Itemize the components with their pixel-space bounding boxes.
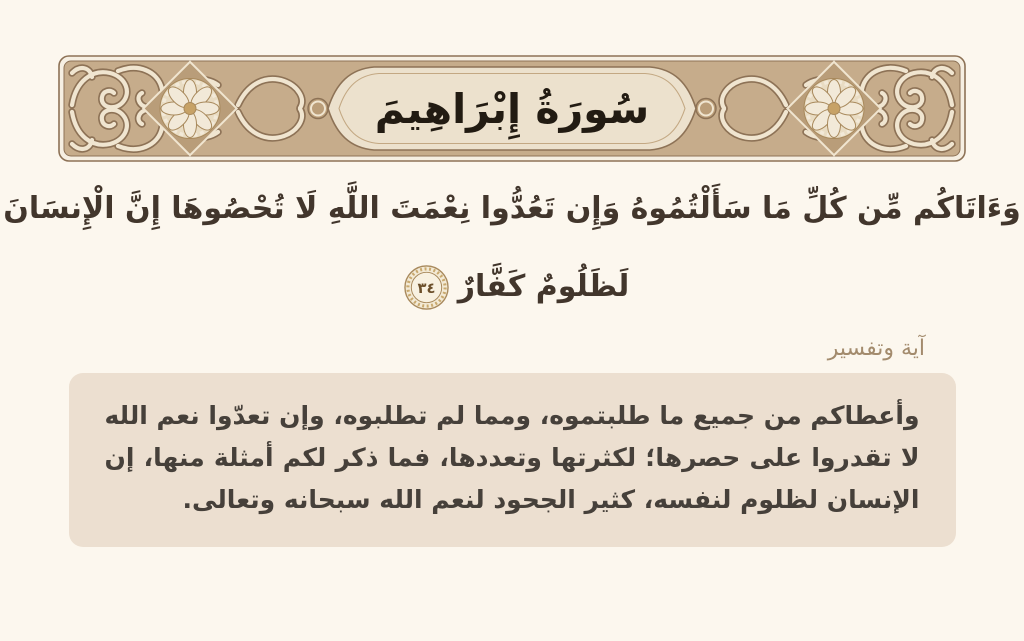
surah-title-banner (58, 55, 966, 162)
verse-line-2 (0, 248, 1024, 326)
surah-title: سُورَةُ إِبْرَاهِيمَ (374, 85, 650, 133)
ayah-end-marker-icon (403, 264, 450, 311)
verse-line-2-text: لَظَلُومٌ كَفَّارٌ (457, 269, 630, 304)
title-cartouche (328, 67, 696, 150)
banner-ornament-frame-icon (58, 55, 966, 162)
tafsir-box (69, 373, 956, 547)
tafsir-text: وأعطاكم من جميع ما طلبتموه، ومما لم تطلبوه، وإن تعدّوا نعم الله لا تقدروا على حصرها؛ لكثرتها وتعددها، فما ذكر لكم أمثلة منها، إن الإنسان لظلوم لنفسه، كثير الجحود لنعم الله سبحانه وتعالى. (104, 401, 920, 514)
section-label: آية وتفسير (827, 336, 925, 361)
ayah-number: ٣٤ (417, 279, 436, 297)
verse-line-1: وَءَاتَاكُم مِّن كُلِّ مَا سَأَلْتُمُوهُ وَإِن تَعُدُّوا نِعْمَتَ اللَّهِ لَا تُحْصُوهَا إِنَّ الْإِنسَانَ (3, 191, 1021, 226)
verse-text (0, 170, 1024, 326)
